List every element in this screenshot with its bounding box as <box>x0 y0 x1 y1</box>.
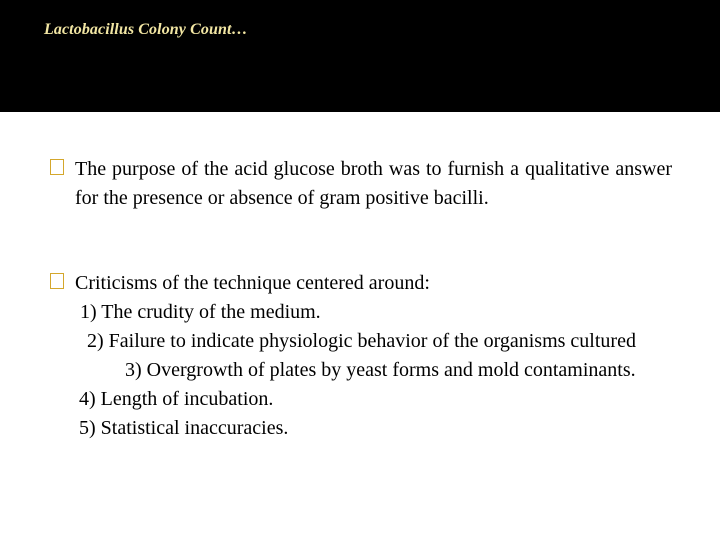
bullet-text-1: The purpose of the acid glucose broth was to furnish a qualitative answer for the presence or absence of gram positive bacilli. <box>75 158 672 209</box>
title-bar <box>0 0 720 112</box>
slide-title: Lactobacillus Colony Count… <box>44 21 248 38</box>
criticism-item-2: 2) Failure to indicate physiologic behavior of the organisms cultured <box>87 330 636 352</box>
criticism-item-3: 3) Overgrowth of plates by yeast forms and mold contaminants. <box>125 359 636 381</box>
bullet-item-1 <box>50 155 672 213</box>
criticism-item-1: 1) The crudity of the medium. <box>80 301 321 323</box>
criticism-item-5: 5) Statistical inaccuracies. <box>79 417 289 439</box>
bullet-item-2 <box>50 269 672 443</box>
criticism-item-4: 4) Length of incubation. <box>79 388 274 410</box>
bullet-text-2: Criticisms of the technique centered around: <box>75 272 430 294</box>
slide-content <box>0 112 720 540</box>
square-bullet-icon <box>50 273 64 289</box>
bullet-text <box>75 269 672 443</box>
bullet-text <box>75 155 672 213</box>
square-bullet-icon <box>50 159 64 175</box>
